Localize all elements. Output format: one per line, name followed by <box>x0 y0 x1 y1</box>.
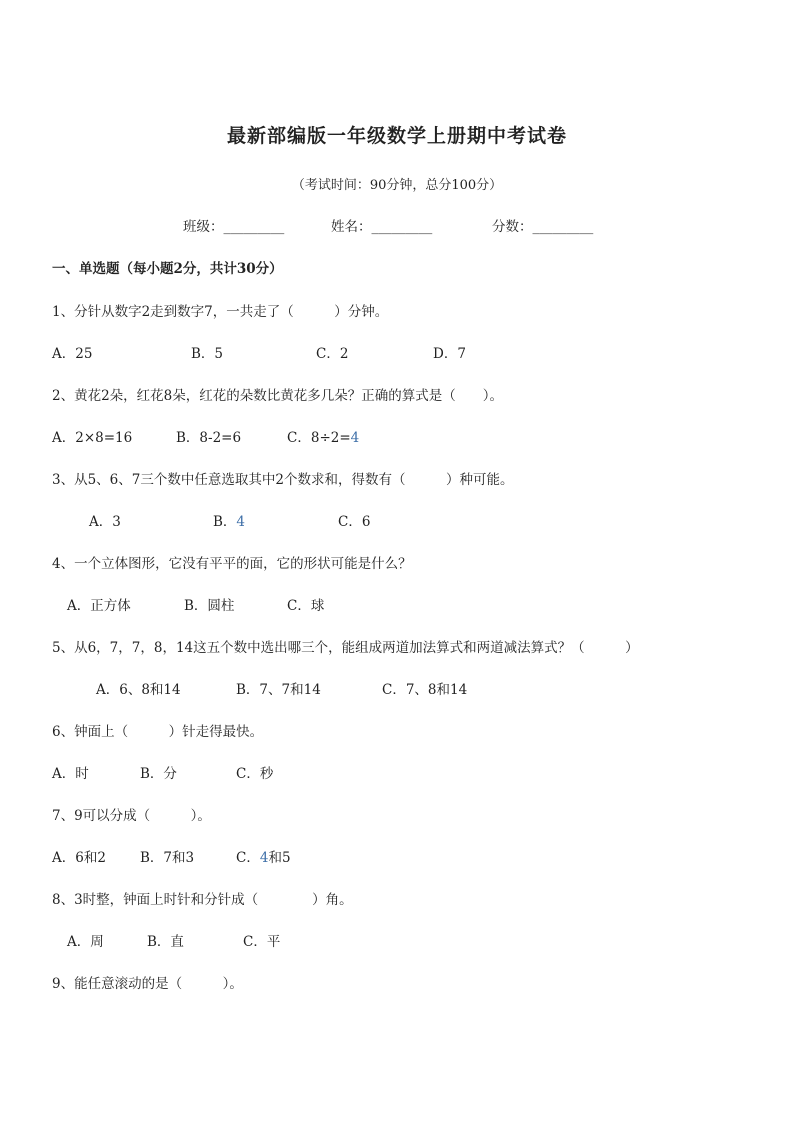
question-1-option-a: A．25 <box>52 346 93 362</box>
question-7: 7、9可以分成（ ）。 <box>52 808 211 824</box>
question-9: 9、能任意滚动的是（ ）。 <box>52 976 243 992</box>
question-8-option-a: A．周 <box>67 934 104 950</box>
section-heading: 一、单选题（每小题2分，共计30分） <box>52 261 283 277</box>
question-8-option-c: C．平 <box>243 934 281 950</box>
class-field: 班级：_________ <box>183 219 285 235</box>
question-8: 8、3时整，钟面上时针和分针成（ ）角。 <box>52 892 353 908</box>
question-3-option-a: A．3 <box>89 514 121 530</box>
question-8-option-b: B．直 <box>147 934 184 950</box>
question-1-option-c: C．2 <box>316 346 349 362</box>
question-6: 6、钟面上（ ）针走得最快。 <box>52 724 264 740</box>
question-5: 5、从6，7，7，8，14这五个数中选出哪三个，能组成两道加法算式和两道减法算式？（ ） <box>52 640 639 656</box>
question-4-option-b: B．圆柱 <box>184 598 235 614</box>
question-3-option-c: C．6 <box>338 514 371 530</box>
question-5-option-c: C．7、8和14 <box>382 682 468 698</box>
question-3-option-b: B．4 <box>213 514 246 530</box>
question-1-option-b: B．5 <box>191 346 224 362</box>
question-2-option-a: A．2×8=16 <box>52 430 133 446</box>
page-title: 最新部编版一年级数学上册期中考试卷 <box>226 125 567 147</box>
question-2: 2、黄花2朵，红花8朵，红花的朵数比黄花多几朵？正确的算式是（ ）。 <box>52 388 504 404</box>
question-7-option-b: B．7和3 <box>140 850 195 866</box>
question-4-option-c: C．球 <box>287 598 325 614</box>
question-2-option-c: C．8÷2=4 <box>287 430 360 446</box>
question-5-option-a: A．6、8和14 <box>96 682 181 698</box>
question-7-option-a: A．6和2 <box>52 850 106 866</box>
question-3: 3、从5、6、7三个数中任意选取其中2个数求和，得数有（ ）种可能。 <box>52 472 514 488</box>
question-5-option-b: B．7、7和14 <box>236 682 321 698</box>
exam-time-note: （考试时间：90分钟，总分100分） <box>291 178 503 193</box>
question-6-option-c: C．秒 <box>236 766 274 782</box>
question-4-option-a: A．正方体 <box>67 598 131 614</box>
question-7-option-c: C．4和5 <box>236 850 291 866</box>
question-6-option-b: B．分 <box>140 766 177 782</box>
question-2-option-b: B．8-2=6 <box>176 430 242 446</box>
name-field: 姓名：_________ <box>331 219 433 235</box>
question-1-option-d: D．7 <box>433 346 466 362</box>
question-1: 1、分针从数字2走到数字7，一共走了（ ）分钟。 <box>52 304 389 320</box>
score-field: 分数：_________ <box>492 219 594 235</box>
question-6-option-a: A．时 <box>52 766 89 782</box>
question-4: 4、一个立体图形，它没有平平的面，它的形状可能是什么？ <box>52 556 412 572</box>
